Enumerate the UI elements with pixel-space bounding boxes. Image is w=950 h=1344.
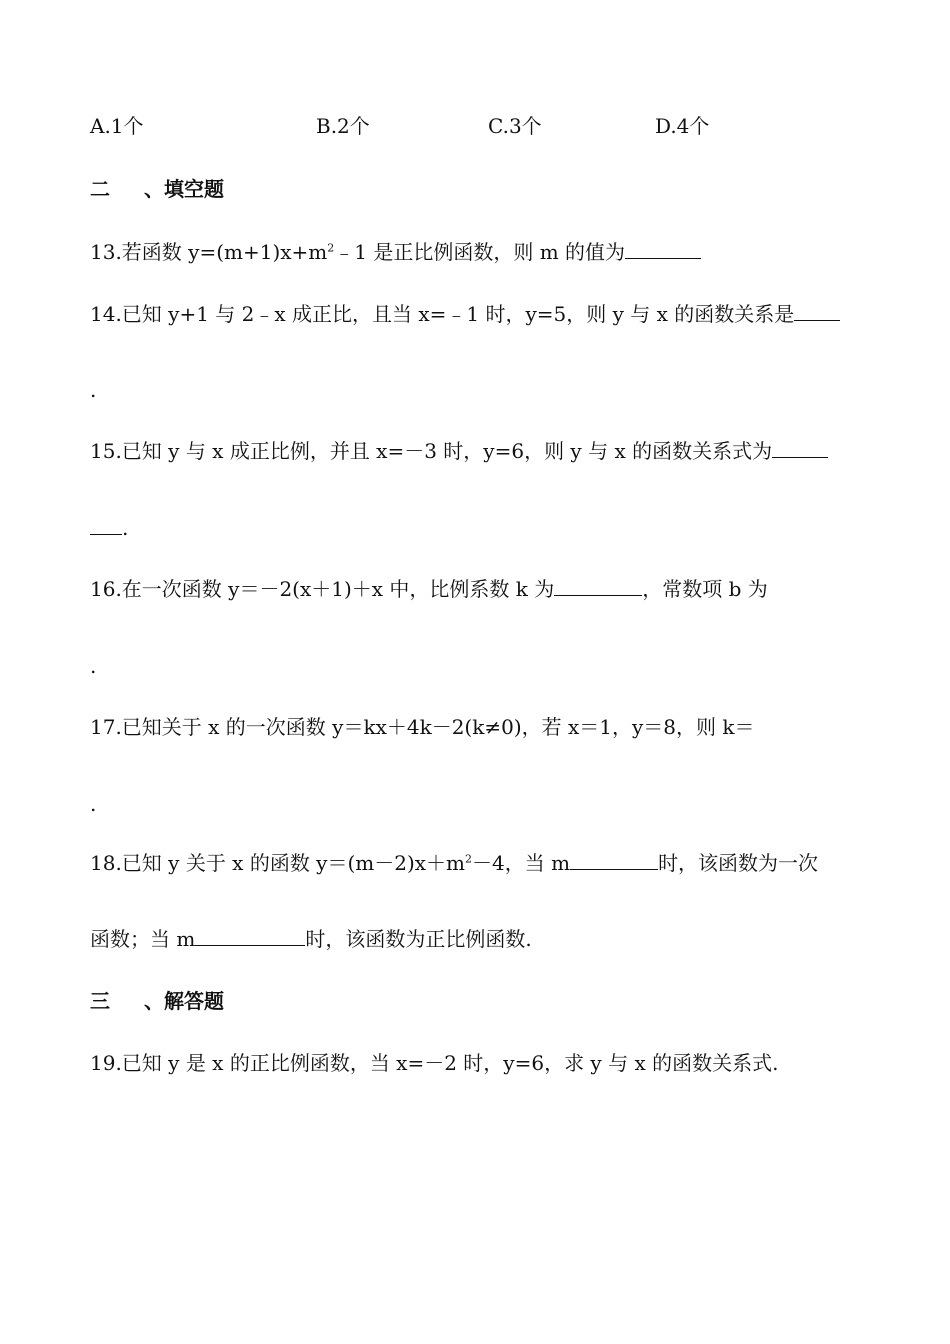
section-number: 三 — [90, 989, 110, 1013]
q14-text: 14.已知 y+1 与 2﹣x 成正比，且当 x=﹣1 时，y=5，则 y 与 x 的函数关系是 — [90, 302, 795, 326]
answer-blank — [195, 927, 305, 946]
section-heading-fill-blank — [90, 175, 224, 203]
option-b: B.2个 — [316, 114, 370, 138]
q16-text: 16.在一次函数 y＝－2(x＋1)＋x 中，比例系数 k 为 — [90, 577, 555, 601]
q13-text-end: ﹣1 是正比例函数，则 m 的值为 — [334, 240, 626, 264]
q13-exponent: 2 — [327, 241, 335, 255]
question-14-continuation: . — [90, 378, 97, 402]
q13-text: 13.若函数 y=(m+1)x+m — [90, 240, 328, 264]
question-15-continuation — [90, 514, 128, 542]
section-title: 、解答题 — [144, 989, 224, 1013]
answer-blank — [90, 516, 122, 535]
answer-blank — [554, 577, 642, 596]
q18-exponent: 2 — [465, 852, 473, 866]
question-13 — [90, 238, 701, 266]
question-14 — [90, 300, 840, 328]
question-17: 17.已知关于 x 的一次函数 y＝kx＋4k－2(k≠0)，若 x＝1，y＝8，则 k＝ — [90, 715, 755, 739]
question-15 — [90, 437, 828, 465]
option-d: D.4个 — [655, 114, 710, 138]
question-19: 19.已知 y 是 x 的正比例函数，当 x=－2 时，y=6，求 y 与 x 的函数关系式. — [90, 1051, 779, 1075]
q18-text-end: 时，该函数为一次 — [658, 851, 819, 875]
question-16 — [90, 575, 768, 603]
section-heading-answer — [90, 987, 224, 1015]
question-16-continuation: . — [90, 654, 97, 678]
q18-line2-end: 时，该函数为正比例函数. — [305, 927, 532, 951]
option-c: C.3个 — [488, 114, 542, 138]
q18-line2-text: 函数；当 m — [90, 927, 196, 951]
q18-text: 18.已知 y 关于 x 的函数 y＝(m－2)x＋m — [90, 851, 466, 875]
answer-blank — [794, 302, 840, 321]
answer-blank — [570, 851, 658, 870]
answer-blank — [625, 240, 701, 259]
q18-text-mid: －4，当 m — [472, 851, 571, 875]
question-18 — [90, 849, 818, 877]
question-18-line2 — [90, 925, 532, 953]
answer-blank — [772, 439, 828, 458]
q15-period: . — [122, 516, 129, 540]
section-number: 二 — [90, 177, 110, 201]
q15-text: 15.已知 y 与 x 成正比例，并且 x=－3 时，y=6，则 y 与 x 的函数关系式为 — [90, 439, 773, 463]
question-17-continuation: . — [90, 792, 97, 816]
option-a: A.1个 — [90, 114, 144, 138]
q16-text-end: ，常数项 b 为 — [642, 577, 768, 601]
section-title: 、填空题 — [144, 177, 224, 201]
